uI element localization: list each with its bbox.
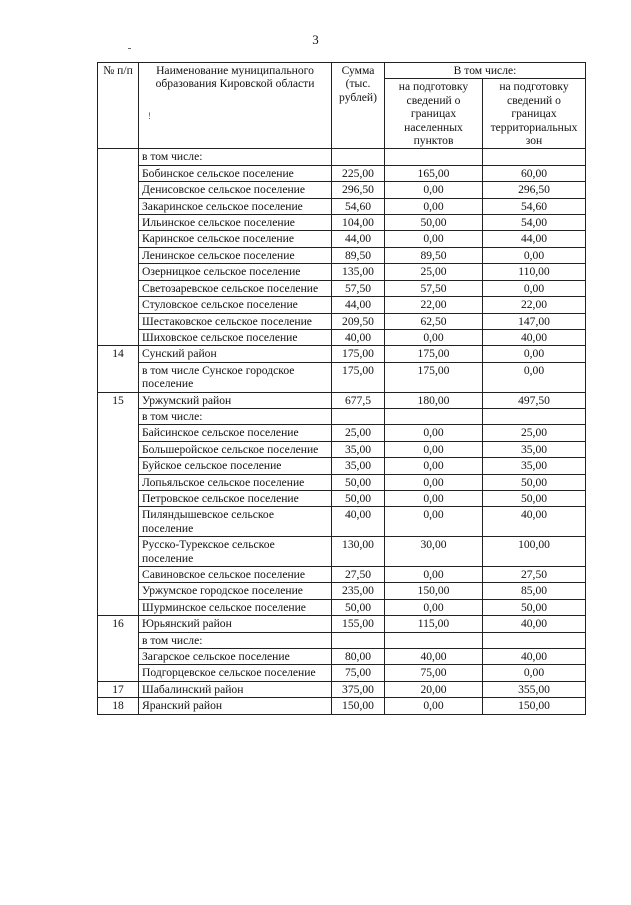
table-row — [98, 649, 586, 665]
scan-speck — [128, 48, 131, 49]
sum-cell: 75,00 — [332, 665, 385, 681]
municipality-name-cell: в том числе Сунское городское поселение — [139, 362, 332, 392]
zones-amount-cell — [483, 632, 586, 648]
sum-cell: 135,00 — [332, 264, 385, 280]
table-row — [98, 346, 586, 362]
municipality-name-cell: Байсинское сельское поселение — [139, 425, 332, 441]
settlements-amount-cell: 0,00 — [385, 599, 483, 615]
zones-amount-cell: 22,00 — [483, 297, 586, 313]
table-row — [98, 632, 586, 648]
sum-cell: 35,00 — [332, 441, 385, 457]
table-row — [98, 297, 586, 313]
municipality-name-cell: Пиляндышевское сельское поселение — [139, 507, 332, 537]
table-row — [98, 681, 586, 697]
municipality-name-cell: Светозаревское сельское поселение — [139, 280, 332, 296]
settlements-amount-cell: 0,00 — [385, 507, 483, 537]
table-row — [98, 165, 586, 181]
zones-amount-cell: 25,00 — [483, 425, 586, 441]
sum-cell: 40,00 — [332, 329, 385, 345]
zones-amount-cell: 0,00 — [483, 346, 586, 362]
settlements-amount-cell: 0,00 — [385, 441, 483, 457]
zones-amount-cell: 296,50 — [483, 182, 586, 198]
settlements-amount-cell: 40,00 — [385, 649, 483, 665]
sum-cell: 54,60 — [332, 198, 385, 214]
zones-amount-cell: 0,00 — [483, 362, 586, 392]
sum-cell: 150,00 — [332, 698, 385, 714]
zones-amount-cell — [483, 408, 586, 424]
settlements-amount-cell — [385, 632, 483, 648]
table-row — [98, 599, 586, 615]
sum-cell: 209,50 — [332, 313, 385, 329]
sum-cell: 296,50 — [332, 182, 385, 198]
table-row — [98, 280, 586, 296]
settlements-amount-cell: 0,00 — [385, 698, 483, 714]
settlements-amount-cell: 0,00 — [385, 182, 483, 198]
municipality-name-cell: Озерницкое сельское поселение — [139, 264, 332, 280]
sum-cell — [332, 632, 385, 648]
settlements-amount-cell — [385, 408, 483, 424]
table-row — [98, 247, 586, 263]
table-row — [98, 392, 586, 408]
table-row — [98, 329, 586, 345]
municipality-name-cell: Бобинское сельское поселение — [139, 165, 332, 181]
settlements-amount-cell: 180,00 — [385, 392, 483, 408]
municipality-name-cell: Шиховское сельское поселение — [139, 329, 332, 345]
zones-amount-cell: 0,00 — [483, 247, 586, 263]
municipality-name-cell: Буйское сельское поселение — [139, 458, 332, 474]
settlements-amount-cell — [385, 149, 483, 165]
zones-amount-cell: 355,00 — [483, 681, 586, 697]
zones-amount-cell: 50,00 — [483, 490, 586, 506]
settlements-amount-cell: 0,00 — [385, 567, 483, 583]
settlements-amount-cell: 30,00 — [385, 537, 483, 567]
settlements-amount-cell: 175,00 — [385, 346, 483, 362]
sum-cell: 40,00 — [332, 507, 385, 537]
sum-cell: 225,00 — [332, 165, 385, 181]
table-row — [98, 198, 586, 214]
municipality-name-cell: Шестаковское сельское поселение — [139, 313, 332, 329]
table-row — [98, 264, 586, 280]
settlements-amount-cell: 0,00 — [385, 425, 483, 441]
municipality-name-cell: Подгорцевское сельское поселение — [139, 665, 332, 681]
settlements-amount-cell: 0,00 — [385, 458, 483, 474]
settlements-amount-cell: 50,00 — [385, 215, 483, 231]
table-row — [98, 425, 586, 441]
sum-cell: 375,00 — [332, 681, 385, 697]
settlements-amount-cell: 175,00 — [385, 362, 483, 392]
row-number-cell — [98, 149, 139, 346]
municipality-name-cell: Стуловское сельское поселение — [139, 297, 332, 313]
municipality-name-cell: Большеройское сельское поселение — [139, 441, 332, 457]
page-number: 3 — [312, 32, 319, 47]
sum-cell: 50,00 — [332, 599, 385, 615]
municipality-name-cell: Савиновское сельское поселение — [139, 567, 332, 583]
table-row — [98, 507, 586, 537]
zones-amount-cell: 50,00 — [483, 599, 586, 615]
table-row — [98, 182, 586, 198]
sum-cell: 677,5 — [332, 392, 385, 408]
row-number-cell: 16 — [98, 616, 139, 682]
zones-amount-cell: 85,00 — [483, 583, 586, 599]
settlements-amount-cell: 0,00 — [385, 474, 483, 490]
settlements-amount-cell: 0,00 — [385, 490, 483, 506]
municipality-name-cell: в том числе: — [139, 632, 332, 648]
row-number-cell: 17 — [98, 681, 139, 697]
sum-cell — [332, 408, 385, 424]
table-row — [98, 441, 586, 457]
municipality-name-cell: Уржумское городское поселение — [139, 583, 332, 599]
zones-amount-cell: 147,00 — [483, 313, 586, 329]
municipality-name-cell: Яранский район — [139, 698, 332, 714]
table-row — [98, 149, 586, 165]
row-number-cell: 14 — [98, 346, 139, 392]
municipality-name-cell: Денисовское сельское поселение — [139, 182, 332, 198]
table-row — [98, 313, 586, 329]
sum-cell: 50,00 — [332, 474, 385, 490]
zones-amount-cell: 60,00 — [483, 165, 586, 181]
municipality-name-cell: Русско-Турекское сельское поселение — [139, 537, 332, 567]
zones-amount-cell: 27,50 — [483, 567, 586, 583]
municipality-name-cell: Шурминское сельское поселение — [139, 599, 332, 615]
zones-amount-cell: 150,00 — [483, 698, 586, 714]
sum-cell: 155,00 — [332, 616, 385, 632]
settlements-amount-cell: 57,50 — [385, 280, 483, 296]
table-row — [98, 215, 586, 231]
municipality-name-cell: Юрьянский район — [139, 616, 332, 632]
table-row — [98, 698, 586, 714]
settlements-amount-cell: 20,00 — [385, 681, 483, 697]
zones-amount-cell: 40,00 — [483, 329, 586, 345]
settlements-amount-cell: 0,00 — [385, 198, 483, 214]
zones-amount-cell: 100,00 — [483, 537, 586, 567]
table-row — [98, 474, 586, 490]
sum-cell: 80,00 — [332, 649, 385, 665]
row-number-cell: 18 — [98, 698, 139, 714]
sum-cell: 44,00 — [332, 231, 385, 247]
sum-cell: 27,50 — [332, 567, 385, 583]
zones-amount-cell — [483, 149, 586, 165]
table-body — [98, 149, 586, 714]
zones-amount-cell: 54,00 — [483, 215, 586, 231]
settlements-amount-cell: 115,00 — [385, 616, 483, 632]
header-num: № п/п — [98, 63, 139, 149]
table-row — [98, 490, 586, 506]
municipality-name-cell: Загарское сельское поселение — [139, 649, 332, 665]
row-number-cell: 15 — [98, 392, 139, 616]
header-sub-a: на подготовку сведений о границах населенных пунктов — [385, 79, 483, 149]
table-row — [98, 583, 586, 599]
settlements-amount-cell: 0,00 — [385, 329, 483, 345]
header-sub-b: на подготовку сведений о границах территориальных зон — [483, 79, 586, 149]
table-row — [98, 458, 586, 474]
municipality-name-cell: в том числе: — [139, 408, 332, 424]
sum-cell: 89,50 — [332, 247, 385, 263]
settlements-amount-cell: 0,00 — [385, 231, 483, 247]
table-row — [98, 362, 586, 392]
zones-amount-cell: 54,60 — [483, 198, 586, 214]
sum-cell: 130,00 — [332, 537, 385, 567]
municipality-name-cell: Ленинское сельское поселение — [139, 247, 332, 263]
zones-amount-cell: 35,00 — [483, 458, 586, 474]
municipality-name-cell: Петровское сельское поселение — [139, 490, 332, 506]
sum-cell: 235,00 — [332, 583, 385, 599]
zones-amount-cell: 40,00 — [483, 649, 586, 665]
sum-cell: 25,00 — [332, 425, 385, 441]
zones-amount-cell: 35,00 — [483, 441, 586, 457]
stray-mark: ! — [148, 111, 151, 121]
municipality-name-cell: Сунский район — [139, 346, 332, 362]
municipality-name-cell: Уржумский район — [139, 392, 332, 408]
sum-cell — [332, 149, 385, 165]
table-row — [98, 408, 586, 424]
table-row — [98, 537, 586, 567]
header-sum: Сумма (тыс. рублей) — [332, 63, 385, 149]
sum-cell: 35,00 — [332, 458, 385, 474]
sum-cell: 175,00 — [332, 346, 385, 362]
zones-amount-cell: 497,50 — [483, 392, 586, 408]
municipality-name-cell: Закаринское сельское поселение — [139, 198, 332, 214]
zones-amount-cell: 0,00 — [483, 280, 586, 296]
settlements-amount-cell: 25,00 — [385, 264, 483, 280]
zones-amount-cell: 40,00 — [483, 507, 586, 537]
municipality-name-cell: Лопьяльское сельское поселение — [139, 474, 332, 490]
sum-cell: 175,00 — [332, 362, 385, 392]
table-header — [98, 63, 586, 149]
sum-cell: 50,00 — [332, 490, 385, 506]
zones-amount-cell: 50,00 — [483, 474, 586, 490]
sum-cell: 104,00 — [332, 215, 385, 231]
sum-cell: 44,00 — [332, 297, 385, 313]
settlements-amount-cell: 22,00 — [385, 297, 483, 313]
municipality-name-cell: Каринское сельское поселение — [139, 231, 332, 247]
table-row — [98, 616, 586, 632]
table-row — [98, 567, 586, 583]
settlements-amount-cell: 75,00 — [385, 665, 483, 681]
settlements-amount-cell: 150,00 — [385, 583, 483, 599]
table-row — [98, 665, 586, 681]
table-row — [98, 231, 586, 247]
settlements-amount-cell: 165,00 — [385, 165, 483, 181]
settlements-amount-cell: 89,50 — [385, 247, 483, 263]
zones-amount-cell: 44,00 — [483, 231, 586, 247]
settlements-amount-cell: 62,50 — [385, 313, 483, 329]
zones-amount-cell: 0,00 — [483, 665, 586, 681]
header-group: В том числе: — [385, 63, 586, 79]
zones-amount-cell: 40,00 — [483, 616, 586, 632]
municipality-name-cell: Шабалинский район — [139, 681, 332, 697]
zones-amount-cell: 110,00 — [483, 264, 586, 280]
sum-cell: 57,50 — [332, 280, 385, 296]
funding-table — [97, 62, 586, 715]
header-name: Наименование муниципального образования Кировской области — [139, 63, 332, 149]
municipality-name-cell: Ильинское сельское поселение — [139, 215, 332, 231]
municipality-name-cell: в том числе: — [139, 149, 332, 165]
